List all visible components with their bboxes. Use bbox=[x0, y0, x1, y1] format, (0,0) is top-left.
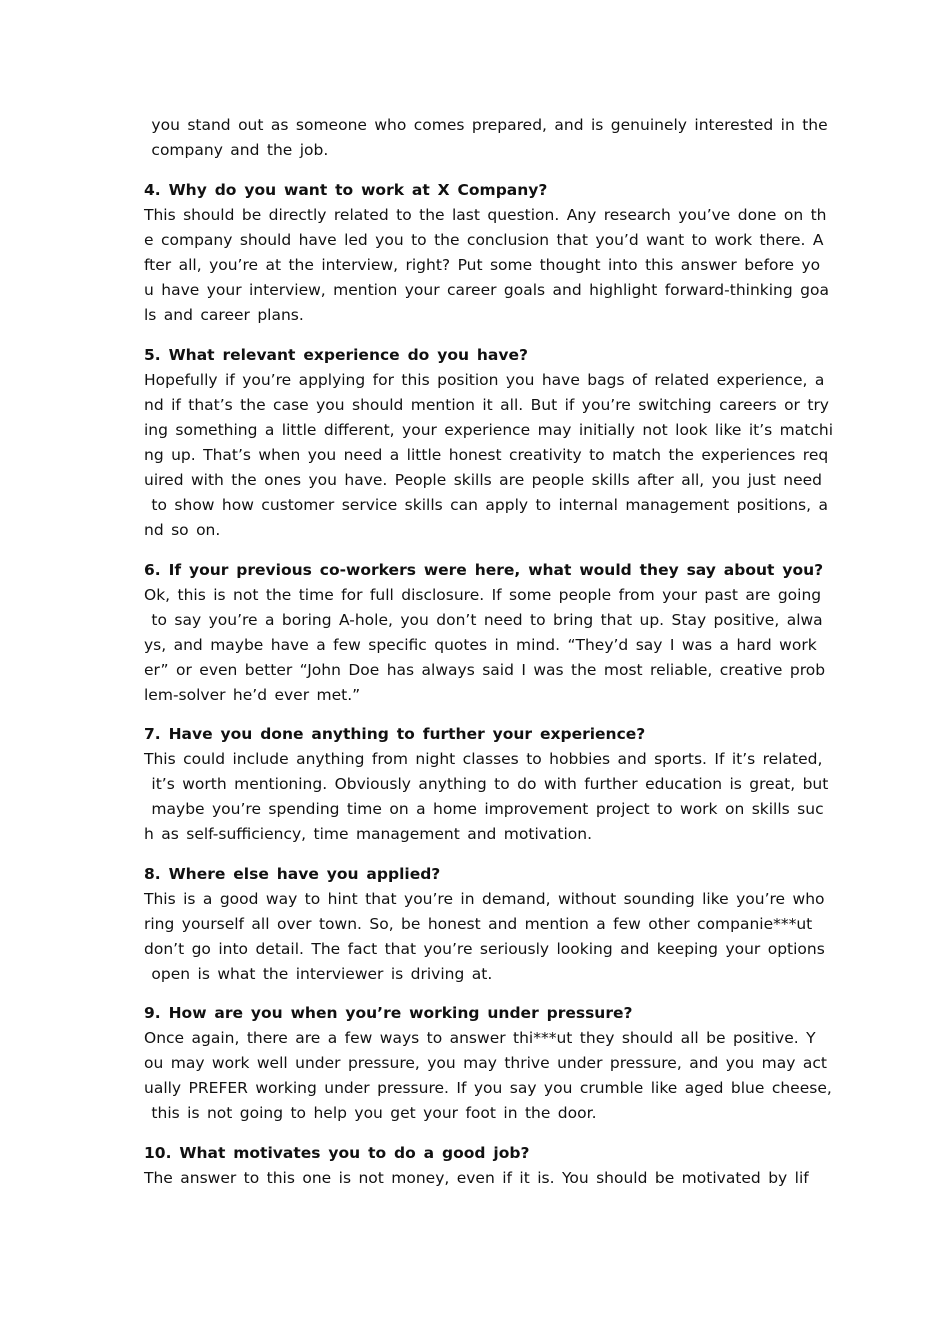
paragraph-line: ing something a little different, your experience may initially not look like it’s matchi bbox=[144, 421, 834, 439]
paragraph-line: The answer to this one is not money, even if it is. You should be motivated by lif bbox=[144, 1169, 809, 1187]
paragraph-line: lem-solver he’d ever met.” bbox=[144, 686, 361, 704]
section-heading: 10. What motivates you to do a good job? bbox=[144, 1144, 530, 1162]
paragraph-line: to say you’re a boring A-hole, you don’t need to bring that up. Stay positive, alwa bbox=[144, 611, 823, 629]
paragraph-line: e company should have led you to the conclusion that you’d want to work there. A bbox=[144, 231, 824, 249]
paragraph-line: this is not going to help you get your foot in the door. bbox=[144, 1104, 597, 1122]
paragraph-line: fter all, you’re at the interview, right? Put some thought into this answer before yo bbox=[144, 256, 821, 274]
paragraph-line: Ok, this is not the time for full disclosure. If some people from your past are going bbox=[144, 586, 822, 604]
section-heading: 5. What relevant experience do you have? bbox=[144, 346, 528, 364]
paragraph-line: Hopefully if you’re applying for this position you have bags of related experience, a bbox=[144, 371, 825, 389]
intro-line: company and the job. bbox=[144, 141, 329, 159]
paragraph-line: This is a good way to hint that you’re in demand, without sounding like you’re who bbox=[144, 890, 825, 908]
paragraph-line: nd if that’s the case you should mention it all. But if you’re switching careers or try bbox=[144, 396, 829, 414]
paragraph-line: don’t go into detail. The fact that you’re seriously looking and keeping your options bbox=[144, 940, 825, 958]
paragraph-line: maybe you’re spending time on a home improvement project to work on skills suc bbox=[144, 800, 824, 818]
section-heading: 8. Where else have you applied? bbox=[144, 865, 441, 883]
section-heading: 7. Have you done anything to further your experience? bbox=[144, 725, 646, 743]
paragraph-line: ually PREFER working under pressure. If you say you crumble like aged blue cheese, bbox=[144, 1079, 832, 1097]
paragraph-line: open is what the interviewer is driving at. bbox=[144, 965, 493, 983]
paragraph-line: ring yourself all over town. So, be honest and mention a few other companie***ut bbox=[144, 915, 813, 933]
intro-line: you stand out as someone who comes prepared, and is genuinely interested in the bbox=[144, 116, 828, 134]
paragraph-line: This should be directly related to the last question. Any research you’ve done on th bbox=[144, 206, 827, 224]
paragraph-line: Once again, there are a few ways to answer thi***ut they should all be positive. Y bbox=[144, 1029, 816, 1047]
section-heading: 9. How are you when you’re working under pressure? bbox=[144, 1004, 633, 1022]
paragraph-line: ou may work well under pressure, you may thrive under pressure, and you may act bbox=[144, 1054, 827, 1072]
paragraph-line: h as self-sufficiency, time management and motivation. bbox=[144, 825, 593, 843]
paragraph-line: ls and career plans. bbox=[144, 306, 304, 324]
paragraph-line: This could include anything from night classes to hobbies and sports. If it’s related, bbox=[144, 750, 823, 768]
section-heading: 4. Why do you want to work at X Company? bbox=[144, 181, 548, 199]
paragraph-line: u have your interview, mention your career goals and highlight forward-thinking goa bbox=[144, 281, 829, 299]
paragraph-line: ng up. That’s when you need a little honest creativity to match the experiences req bbox=[144, 446, 829, 464]
section-heading: 6. If your previous co-workers were here, what would they say about you? bbox=[144, 561, 824, 579]
paragraph-line: ys, and maybe have a few specific quotes in mind. “They’d say I was a hard work bbox=[144, 636, 817, 654]
paragraph-line: to show how customer service skills can apply to internal management positions, a bbox=[144, 496, 828, 514]
paragraph-line: er” or even better “John Doe has always said I was the most reliable, creative prob bbox=[144, 661, 826, 679]
paragraph-line: it’s worth mentioning. Obviously anything to do with further education is great, but bbox=[144, 775, 829, 793]
paragraph-line: nd so on. bbox=[144, 521, 221, 539]
paragraph-line: uired with the ones you have. People skills are people skills after all, you just need bbox=[144, 471, 823, 489]
